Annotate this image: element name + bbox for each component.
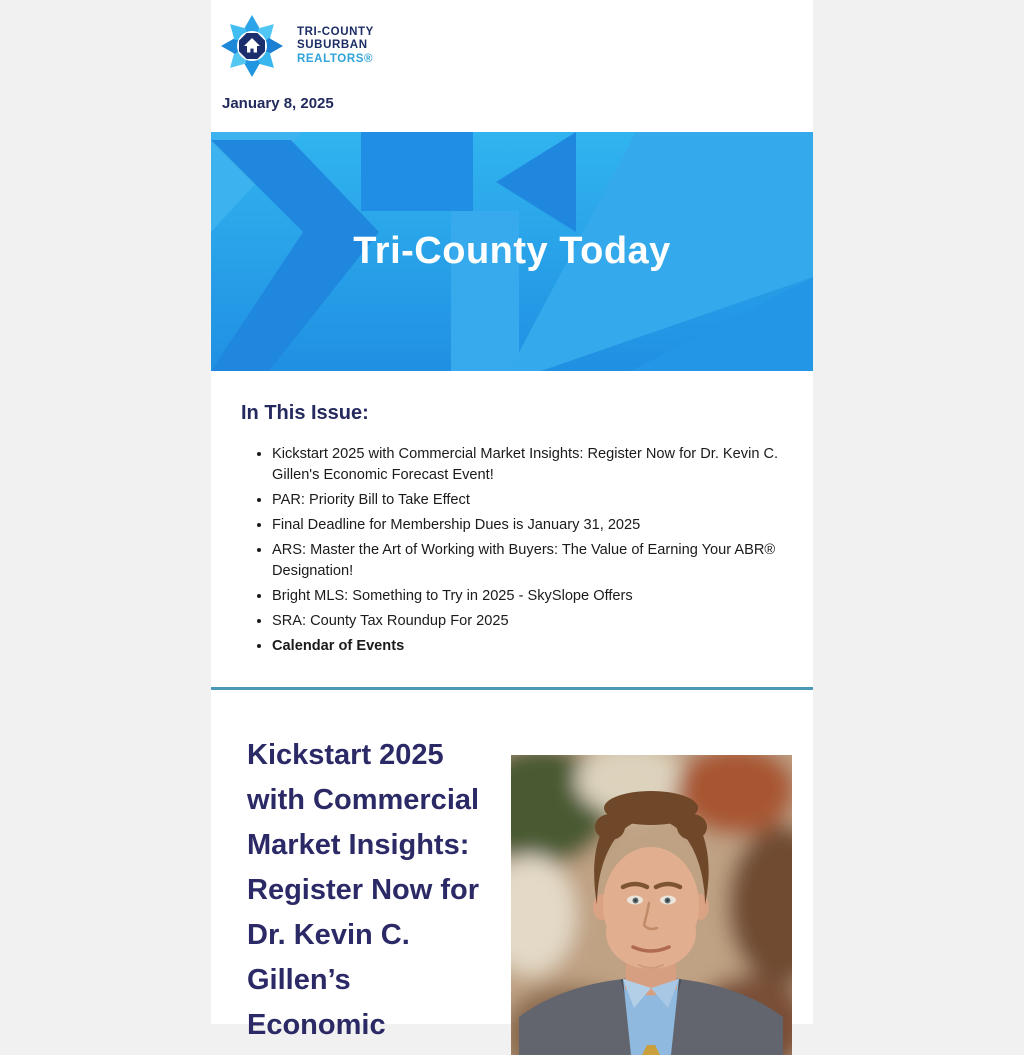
- logo-line-2: SUBURBAN: [297, 39, 368, 52]
- issue-heading: In This Issue:: [241, 402, 369, 424]
- article-title-line: Economic: [247, 1009, 386, 1041]
- snowflake-logo-icon: [220, 14, 284, 78]
- article-title-line: Market Insights:: [247, 829, 470, 861]
- in-this-issue-section: [211, 371, 813, 657]
- portrait-photo: [511, 755, 792, 1055]
- list-item: • Calendar of Events: [272, 636, 783, 657]
- logo-line-1: TRI-COUNTY: [297, 25, 374, 38]
- list-item: • Bright MLS: Something to Try in 2025 - SkySlope Offers: [272, 586, 783, 607]
- email-newsletter: [211, 0, 813, 1041]
- article-title-line: Kickstart 2025: [247, 739, 444, 771]
- article-title: [247, 733, 485, 1055]
- list-item: • ARS: Master the Art of Working with Buyers: The Value of Earning Your ABR® Designation!: [272, 540, 783, 582]
- list-item: • Final Deadline for Membership Dues is January 31, 2025: [272, 515, 783, 536]
- list-item: • Kickstart 2025 with Commercial Market Insights: Register Now for Dr. Kevin C. Gillen's Economic Forecast Event!: [272, 444, 783, 486]
- masthead-banner: [211, 132, 813, 371]
- article-title-line: with Commercial: [247, 784, 480, 816]
- article-title-line: Register Now for: [247, 874, 480, 906]
- article-title-line: Gillen’s: [247, 964, 351, 996]
- logo-wordmark: [297, 26, 374, 67]
- logo: [220, 14, 813, 78]
- list-item: • SRA: County Tax Roundup For 2025: [272, 611, 783, 632]
- issue-list: [241, 444, 783, 657]
- banner-title: Tri-County Today: [353, 230, 671, 272]
- newsletter-header: [211, 0, 813, 132]
- issue-date: January 8, 2025: [222, 95, 334, 112]
- logo-line-3: REALTORS®: [297, 52, 374, 65]
- list-item: • PAR: Priority Bill to Take Effect: [272, 490, 783, 511]
- article-section: [211, 690, 813, 1055]
- article-title-line: Dr. Kevin C.: [247, 919, 410, 951]
